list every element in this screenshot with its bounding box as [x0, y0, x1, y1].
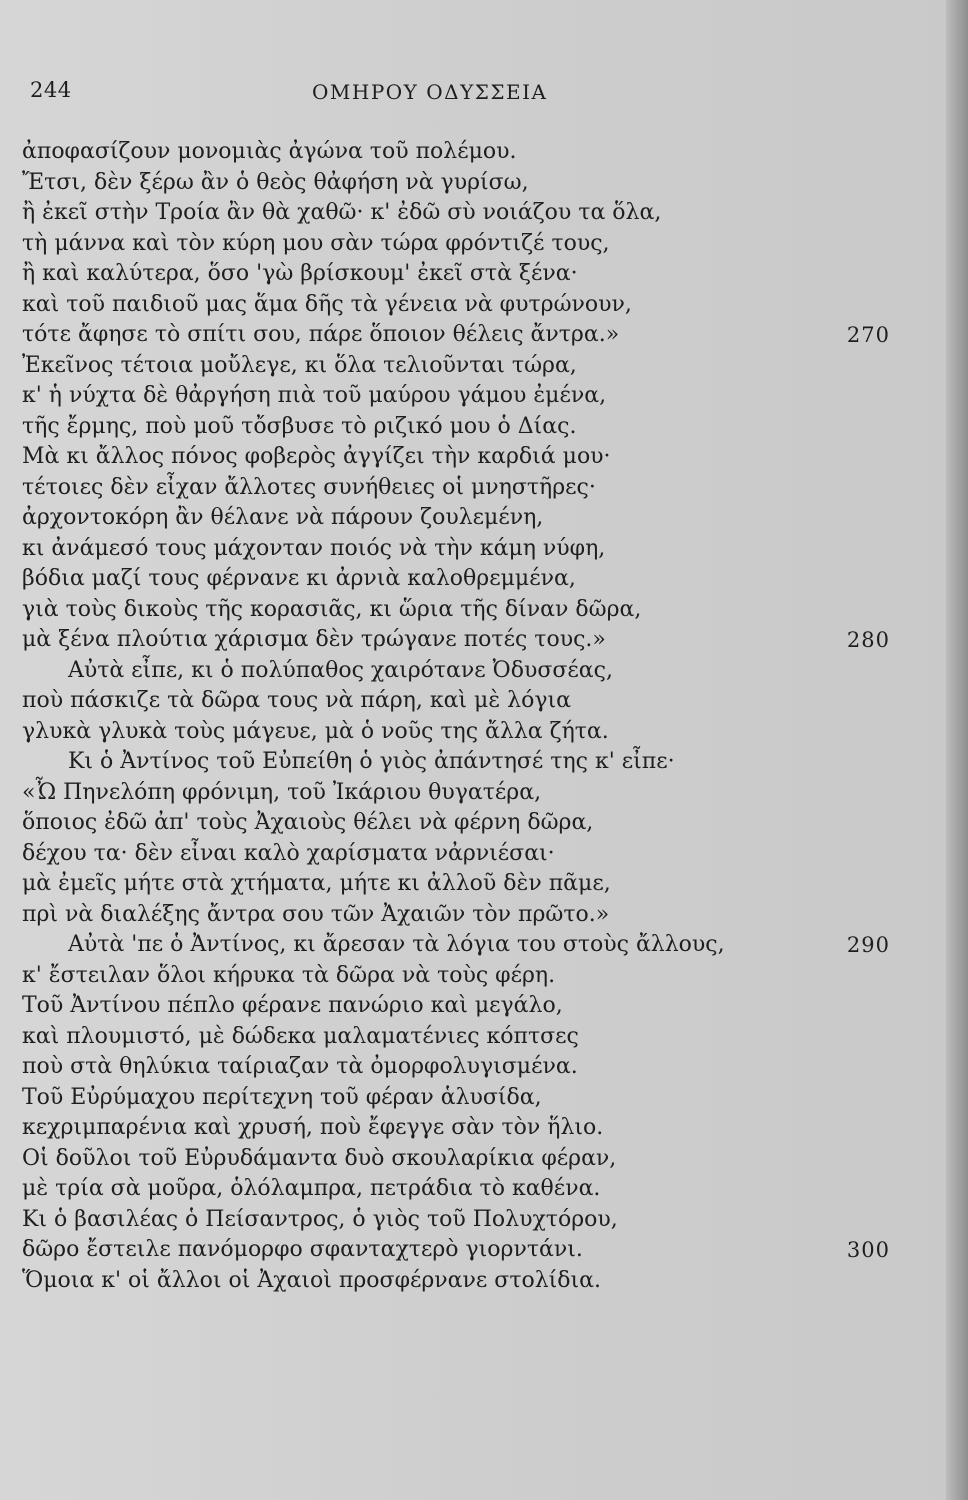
verse-line: Ὅμοια κ' οἱ ἄλλοι οἱ Ἀχαιοὶ προσφέρνανε στολίδια. [22, 1267, 602, 1293]
verse-line: γλυκὰ γλυκὰ τοὺς μάγευε, μὰ ὁ νοῦς της ἄλλα ζήτα. [22, 718, 609, 744]
verse-line: τὴ μάννα καὶ τὸν κύρη μου σὰν τώρα φρόντιζέ τους, [22, 230, 610, 256]
verse-line: δέχου τα· δὲν εἶναι καλὸ χαρίσματα νἀρνιέσαι· [22, 840, 555, 866]
verse-line: μὰ ἐμεῖς μήτε στὰ χτήματα, μήτε κι ἀλλοῦ δὲν πᾶμε, [22, 871, 611, 896]
poem-text [22, 137, 922, 1296]
verse-line: Ἔτσι, δὲν ξέρω ἂν ὁ θεὸς θἀφήση νὰ γυρίσω, [22, 169, 529, 195]
verse-line: Κι ὁ Ἀντίνος τοῦ Εὐπείθη ὁ γιὸς ἀπάντησέ της κ' εἶπε· [68, 749, 675, 774]
page-number: 244 [30, 78, 72, 102]
verse-line: Ἐκεῖνος τέτοια μοὔλεγε, κι ὅλα τελιοῦνται τώρα, [22, 352, 577, 378]
verse-line: τῆς ἔρμης, ποὺ μοῦ τὄσβυσε τὸ ριζικό μου ὁ Δίας. [22, 413, 577, 439]
verse-line: ἢ ἐκεῖ στὴν Τροία ἂν θὰ χαθῶ· κ' ἐδῶ σὺ νοιάζου τα ὅλα, [22, 200, 662, 225]
verse-line: ποὺ στὰ θηλύκια ταίριαζαν τὰ ὀμορφολυγισμένα. [22, 1054, 578, 1079]
verse-line: ὅποιος ἐδῶ ἀπ' τοὺς Ἀχαιοὺς θέλει νὰ φέρνη δῶρα, [22, 810, 594, 835]
verse-line: καὶ πλουμιστό, μὲ δώδεκα μαλαματένιες κόπτσες [22, 1023, 579, 1049]
verse-line: Τοῦ Ἀντίνου πέπλο φέρανε πανώριο καὶ μεγάλο, [22, 993, 563, 1018]
verse-line: Μὰ κι ἄλλος πόνος φοβερὸς ἀγγίζει τὴν καρδιά μου· [22, 444, 611, 469]
verse-line: γιὰ τοὺς δικοὺς τῆς κορασιᾶς, κι ὥρια τῆς δίναν δῶρα, [22, 596, 642, 622]
verse-line: μὲ τρία σὰ μοῦρα, ὁλόλαμπρα, πετράδια τὸ καθένα. [22, 1176, 601, 1201]
running-title: ΟΜΗΡΟΥ ΟΔΥΣΣΕΙΑ [312, 80, 548, 104]
verse-line: πρὶ νὰ διαλέξης ἄντρα σου τῶν Ἀχαιῶν τὸν πρῶτο.» [22, 901, 610, 927]
verse-line: ἀρχοντοκόρη ἂν θέλανε νὰ πάρουν ζουλεμένη, [22, 505, 544, 530]
verse-line: «Ὦ Πηνελόπη φρόνιμη, τοῦ Ἰκάριου θυγατέρα, [22, 779, 542, 805]
line-number: 300 [846, 1238, 890, 1262]
verse-line: ποὺ πάσκιζε τὰ δῶρα τους νὰ πάρη, καὶ μὲ λόγια [22, 688, 571, 713]
verse-line: κι ἀνάμεσό τους μάχονταν ποιός νὰ τὴν κάμη νύφη, [22, 535, 606, 561]
verse-line: Αὐτὰ 'πε ὁ Ἀντίνος, κι ἄρεσαν τὰ λόγια του στοὺς ἄλλους, 290 [22, 930, 922, 961]
verse-line: Αὐτὰ εἶπε, κι ὁ πολύπαθος χαιρότανε Ὀδυσσέας, [68, 657, 613, 683]
page-edge-shadow [946, 0, 968, 1500]
verse-line: ἀποφασίζουν μονομιὰς ἀγώνα τοῦ πολέμου. [22, 139, 517, 164]
verse-line: Οἱ δοῦλοι τοῦ Εὐρυδάμαντα δυὸ σκουλαρίκια φέραν, [22, 1145, 617, 1171]
verse-line: Τοῦ Εὐρύμαχου περίτεχνη τοῦ φέραν ἁλυσίδα, [22, 1084, 542, 1110]
line-number: 270 [846, 323, 890, 347]
verse-line: δῶρο ἔστειλε πανόμορφο σφανταχτερὸ γιορντάνι. 300 [22, 1235, 922, 1266]
verse-line: κεχριμπαρένια καὶ χρυσή, ποὺ ἔφεγγε σὰν τὸν ἥλιο. [22, 1115, 604, 1140]
line-number: 290 [846, 933, 890, 957]
line-number: 280 [846, 628, 890, 652]
verse-line: κ' ἔστειλαν ὅλοι κήρυκα τὰ δῶρα νὰ τοὺς φέρη. [22, 962, 556, 988]
verse-line: μὰ ξένα πλούτια χάρισμα δὲν τρώγανε ποτές τους.» 280 [22, 625, 922, 656]
verse-line: βόδια μαζί τους φέρνανε κι ἀρνιὰ καλοθρεμμένα, [22, 566, 576, 591]
verse-line: Κι ὁ βασιλέας ὁ Πείσαντρος, ὁ γιὸς τοῦ Πολυχτόρου, [22, 1206, 618, 1232]
verse-line: τότε ἄφησε τὸ σπίτι σου, πάρε ὅποιον θέλεις ἄντρα.» 270 [22, 320, 922, 351]
verse-line: ἢ καὶ καλύτερα, ὅσο 'γὼ βρίσκουμ' ἐκεῖ στὰ ξένα· [22, 261, 578, 286]
verse-line: κ' ἡ νύχτα δὲ θἀργήση πιὰ τοῦ μαύρου γάμου ἐμένα, [22, 383, 607, 408]
verse-line: τέτοιες δὲν εἶχαν ἄλλοτες συνήθειες οἱ μνηστῆρες· [22, 474, 596, 500]
verse-line: καὶ τοῦ παιδιοῦ μας ἅμα δῆς τὰ γένεια νὰ φυτρώνουν, [22, 291, 632, 317]
page-header [30, 78, 930, 114]
